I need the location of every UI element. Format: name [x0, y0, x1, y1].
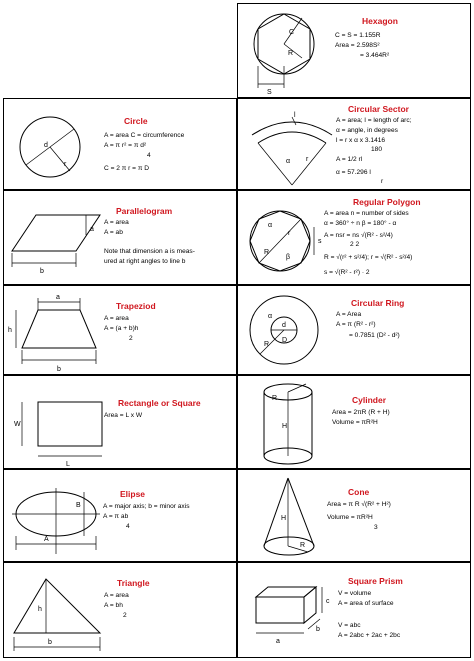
parallelogram-diagram — [8, 195, 108, 285]
hexagon-line-1: C = S = 1.155R — [335, 32, 381, 39]
polygon-label-r: r — [288, 230, 291, 237]
trapezoid-line-2: A = (a + b)h — [104, 325, 139, 332]
parallelogram-line-2: A = ab — [104, 229, 123, 236]
parallelogram-cell — [3, 190, 237, 285]
ellipse-title: Elipse — [120, 489, 146, 499]
trapezoid-line-1: A = area — [104, 315, 129, 322]
prism-label-c: c — [326, 598, 330, 605]
ellipse-label-b: B — [76, 502, 81, 509]
prism-label-b: b — [316, 626, 320, 633]
sector-title: Circular Sector — [348, 104, 409, 114]
ring-line-2: A = π (R² - r²) — [336, 321, 376, 328]
sector-cell — [237, 98, 471, 190]
hexagon-title: Hexagon — [362, 16, 398, 26]
triangle-label-h: h — [38, 606, 42, 613]
sector-label-r: r — [306, 156, 309, 163]
trapezoid-label-b: b — [57, 366, 61, 373]
prism-line-3: V = abc — [338, 622, 361, 629]
triangle-line-1: A = area — [104, 592, 129, 599]
rectangle-cell — [3, 375, 237, 469]
ellipse-diagram — [8, 474, 108, 564]
triangle-cell — [3, 562, 237, 658]
polygon-title: Regular Polygon — [353, 197, 421, 207]
polygon-line-2: α = 360° ÷ n β = 180° - α — [324, 220, 397, 227]
circle-label-r: r — [64, 161, 67, 168]
circle-label-d: d — [44, 142, 48, 149]
parallelogram-label-b: b — [40, 268, 44, 275]
cylinder-title: Cylinder — [352, 395, 387, 405]
ring-diagram — [246, 288, 336, 376]
cone-line-1: Area = π R √(R² + H²) — [327, 501, 391, 508]
polygon-label-R: R — [264, 249, 270, 256]
trapezoid-line-3: 2 — [129, 335, 133, 342]
circle-line-2: A = π r² = π d² — [104, 142, 147, 149]
circle-line-1: A = area C = circumference — [104, 132, 185, 139]
parallelogram-line-3: Note that dimension a is meas- — [104, 248, 195, 255]
sector-label-alpha: α — [286, 158, 291, 165]
trapezoid-title: Trapeziod — [116, 301, 156, 311]
sector-line-4: 180 — [371, 146, 383, 153]
parallelogram-line-4: ured at right angles to line b — [104, 258, 186, 265]
polygon-line-1: A = area n = number of sides — [324, 210, 409, 217]
sector-label-l: l — [294, 112, 296, 119]
ring-title: Circular Ring — [351, 298, 405, 308]
sector-diagram — [244, 105, 344, 195]
rectangle-diagram — [8, 380, 108, 470]
cone-line-3: 3 — [374, 524, 378, 531]
trapezoid-label-a: a — [56, 294, 60, 301]
polygon-label-alpha: α — [268, 222, 273, 229]
circle-title: Circle — [124, 116, 148, 126]
sector-line-7: r — [381, 178, 384, 185]
circle-cell — [3, 98, 237, 190]
polygon-line-5: R = √(r² + s²/4); r = √(R² - s²/4) — [324, 254, 413, 261]
triangle-line-3: 2 — [123, 612, 127, 619]
ellipse-label-a: A — [44, 536, 49, 543]
ring-cell — [237, 285, 471, 375]
hexagon-label-s: S — [267, 89, 272, 96]
polygon-line-4: 2 2 — [350, 241, 360, 248]
hexagon-diagram — [244, 8, 334, 98]
rectangle-line-1: Area = L x W — [104, 412, 143, 419]
ring-label-D: D — [282, 337, 288, 344]
hexagon-line-3: = 3.464R² — [360, 52, 390, 59]
prism-cell — [237, 562, 471, 658]
parallelogram-label-a: a — [90, 226, 94, 233]
ring-label-alpha: α — [268, 313, 273, 320]
prism-title: Square Prism — [348, 576, 403, 586]
hexagon-label-c: C — [289, 29, 295, 36]
cylinder-line-1: Area = 2πR (R + H) — [332, 409, 390, 416]
rectangle-label-w: W — [14, 421, 21, 428]
trapezoid-diagram — [8, 290, 108, 378]
rectangle-label-l: L — [66, 461, 70, 468]
ellipse-line-2: A = π ab — [103, 513, 129, 520]
cone-line-2: Volume = πR²H — [327, 514, 373, 521]
hexagon-cell — [237, 3, 471, 98]
circle-line-4: C = 2 π r = π D — [104, 165, 150, 172]
prism-label-a: a — [276, 638, 280, 645]
sector-line-1: A = area; l = length of arc; — [336, 117, 412, 124]
triangle-title: Triangle — [117, 578, 150, 588]
circle-diagram — [12, 109, 102, 199]
ring-line-3: = 0.7851 (D² - d²) — [349, 332, 400, 339]
cone-label-r: R — [300, 542, 306, 549]
sector-line-3: l = r x α x 3.1416 — [336, 137, 386, 144]
rectangle-title: Rectangle or Square — [118, 398, 201, 408]
cone-label-h: H — [281, 515, 287, 522]
polygon-cell — [237, 190, 471, 285]
circle-line-3: 4 — [147, 152, 151, 159]
parallelogram-line-1: A = area — [104, 219, 129, 226]
trapezoid-cell — [3, 285, 237, 375]
triangle-label-b: b — [48, 639, 52, 646]
ring-label-R: R — [264, 341, 270, 348]
sector-line-2: α = angle, in degrees — [336, 127, 398, 134]
polygon-label-s: s — [318, 238, 322, 245]
ring-label-d: d — [282, 322, 286, 329]
ring-line-1: A = Area — [336, 311, 362, 318]
polygon-line-3: A = nsr = ns √(R² - s²/4) — [324, 232, 393, 239]
cylinder-cell — [237, 375, 471, 469]
cone-title: Cone — [348, 487, 370, 497]
ellipse-line-3: 4 — [126, 523, 130, 530]
prism-diagram — [246, 569, 341, 661]
cylinder-diagram — [250, 378, 340, 470]
prism-line-2: A = area of surface — [338, 600, 394, 607]
cylinder-label-h: H — [282, 423, 288, 430]
ellipse-line-1: A = major axis; b = minor axis — [103, 503, 190, 510]
trapezoid-label-h: h — [8, 327, 12, 334]
hexagon-line-2: Area = 2.598S² — [335, 42, 380, 49]
hexagon-label-r: R — [288, 50, 294, 57]
polygon-label-beta: β — [286, 254, 291, 261]
triangle-diagram — [8, 567, 108, 659]
cylinder-line-2: Volume = πR²H — [332, 419, 378, 426]
cone-cell — [237, 469, 471, 562]
ellipse-cell — [3, 469, 237, 562]
prism-line-4: A = 2abc + 2ac + 2bc — [338, 632, 401, 639]
cylinder-label-r: R — [272, 395, 278, 402]
prism-line-1: V = volume — [338, 590, 372, 597]
sector-line-6: α = 57.296 l — [336, 169, 371, 176]
triangle-line-2: A = bh — [104, 602, 123, 609]
polygon-line-6: s = √(R² - r²) · 2 — [324, 269, 370, 276]
sector-line-5: A = 1/2 rl — [336, 156, 363, 163]
parallelogram-title: Parallelogram — [116, 206, 173, 216]
